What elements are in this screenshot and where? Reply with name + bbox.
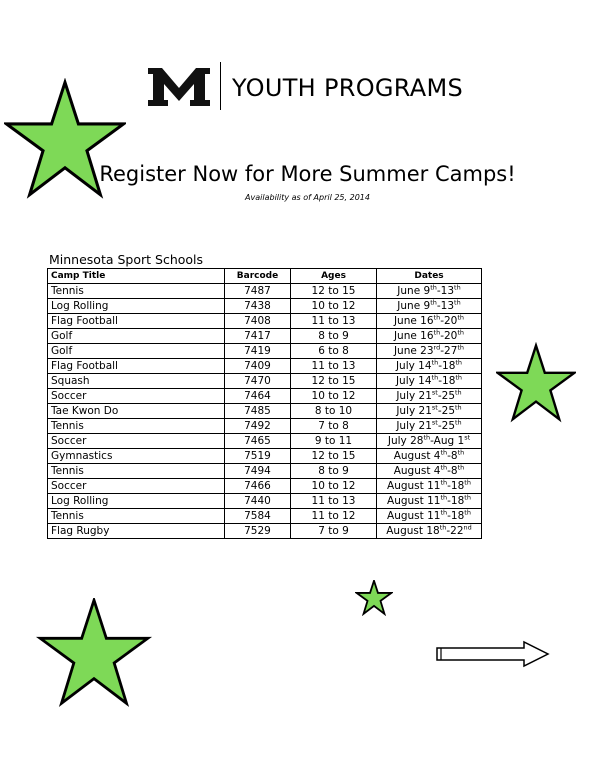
ages-cell: 11 to 12 xyxy=(291,509,377,524)
ages-cell: 10 to 12 xyxy=(291,389,377,404)
availability-note: Availability as of April 25, 2014 xyxy=(245,193,370,202)
barcode-cell: 7470 xyxy=(225,374,291,389)
ages-cell: 7 to 9 xyxy=(291,524,377,539)
table-row xyxy=(48,464,482,479)
camp-title-cell: Gymnastics xyxy=(48,449,225,464)
logo-divider xyxy=(220,62,221,110)
camp-title-cell: Tennis xyxy=(48,464,225,479)
star-icon xyxy=(496,342,576,426)
star-icon xyxy=(4,78,126,204)
table-row xyxy=(48,314,482,329)
barcode-cell: 7494 xyxy=(225,464,291,479)
column-header-dates: Dates xyxy=(377,269,482,284)
camp-title-cell: Soccer xyxy=(48,479,225,494)
table-row xyxy=(48,434,482,449)
ages-cell: 7 to 8 xyxy=(291,419,377,434)
dates-cell: July 14th-18th xyxy=(377,359,482,374)
camp-title-cell: Soccer xyxy=(48,389,225,404)
star-icon xyxy=(34,598,154,710)
barcode-cell: 7438 xyxy=(225,299,291,314)
barcode-cell: 7529 xyxy=(225,524,291,539)
table-row xyxy=(48,524,482,539)
star-icon xyxy=(355,580,393,616)
dates-cell: June 16th-20th xyxy=(377,329,482,344)
dates-cell: August 11th-18th xyxy=(377,509,482,524)
dates-cell: July 21st-25th xyxy=(377,419,482,434)
right-arrow-icon xyxy=(436,640,550,668)
barcode-cell: 7408 xyxy=(225,314,291,329)
ages-cell: 12 to 15 xyxy=(291,374,377,389)
camps-table xyxy=(47,268,482,539)
camp-title-cell: Golf xyxy=(48,344,225,359)
table-row xyxy=(48,389,482,404)
table-row xyxy=(48,449,482,464)
ages-cell: 8 to 9 xyxy=(291,464,377,479)
ages-cell: 8 to 10 xyxy=(291,404,377,419)
ages-cell: 11 to 13 xyxy=(291,359,377,374)
table-row xyxy=(48,419,482,434)
table-row xyxy=(48,509,482,524)
ages-cell: 12 to 15 xyxy=(291,284,377,299)
barcode-cell: 7465 xyxy=(225,434,291,449)
dates-cell: July 28th-Aug 1st xyxy=(377,434,482,449)
ages-cell: 9 to 11 xyxy=(291,434,377,449)
camp-title-cell: Flag Rugby xyxy=(48,524,225,539)
ages-cell: 8 to 9 xyxy=(291,329,377,344)
ages-cell: 10 to 12 xyxy=(291,479,377,494)
ages-cell: 6 to 8 xyxy=(291,344,377,359)
dates-cell: June 16th-20th xyxy=(377,314,482,329)
camp-title-cell: Golf xyxy=(48,329,225,344)
table-row xyxy=(48,359,482,374)
dates-cell: August 11th-18th xyxy=(377,494,482,509)
barcode-cell: 7464 xyxy=(225,389,291,404)
table-header-row xyxy=(48,269,482,284)
barcode-cell: 7485 xyxy=(225,404,291,419)
dates-cell: August 4th-8th xyxy=(377,449,482,464)
table-row xyxy=(48,284,482,299)
barcode-cell: 7440 xyxy=(225,494,291,509)
table-row xyxy=(48,494,482,509)
barcode-cell: 7409 xyxy=(225,359,291,374)
camp-title-cell: Flag Football xyxy=(48,314,225,329)
camp-title-cell: Flag Football xyxy=(48,359,225,374)
table-row xyxy=(48,329,482,344)
camp-title-cell: Tae Kwon Do xyxy=(48,404,225,419)
table-row xyxy=(48,299,482,314)
dates-cell: June 9th-13th xyxy=(377,299,482,314)
ages-cell: 11 to 13 xyxy=(291,314,377,329)
university-logo-m-icon xyxy=(148,68,210,106)
camp-title-cell: Tennis xyxy=(48,284,225,299)
camp-title-cell: Log Rolling xyxy=(48,299,225,314)
table-row xyxy=(48,374,482,389)
logo-text: YOUTH PROGRAMS xyxy=(232,74,464,102)
dates-cell: August 11th-18th xyxy=(377,479,482,494)
camp-title-cell: Soccer xyxy=(48,434,225,449)
dates-cell: July 21st-25th xyxy=(377,404,482,419)
page-title: Register Now for More Summer Camps! xyxy=(99,162,516,186)
table-row xyxy=(48,344,482,359)
camp-title-cell: Tennis xyxy=(48,419,225,434)
dates-cell: August 4th-8th xyxy=(377,464,482,479)
dates-cell: August 18th-22nd xyxy=(377,524,482,539)
table-row xyxy=(48,404,482,419)
barcode-cell: 7466 xyxy=(225,479,291,494)
barcode-cell: 7417 xyxy=(225,329,291,344)
barcode-cell: 7419 xyxy=(225,344,291,359)
camp-title-cell: Squash xyxy=(48,374,225,389)
barcode-cell: 7584 xyxy=(225,509,291,524)
dates-cell: July 14th-18th xyxy=(377,374,482,389)
camp-title-cell: Log Rolling xyxy=(48,494,225,509)
barcode-cell: 7519 xyxy=(225,449,291,464)
dates-cell: July 21st-25th xyxy=(377,389,482,404)
dates-cell: June 9th-13th xyxy=(377,284,482,299)
barcode-cell: 7487 xyxy=(225,284,291,299)
dates-cell: June 23rd-27th xyxy=(377,344,482,359)
ages-cell: 12 to 15 xyxy=(291,449,377,464)
column-header-barcode: Barcode xyxy=(225,269,291,284)
column-header-ages: Ages xyxy=(291,269,377,284)
section-title: Minnesota Sport Schools xyxy=(49,252,204,267)
camp-title-cell: Tennis xyxy=(48,509,225,524)
column-header-camp-title: Camp Title xyxy=(48,269,225,284)
ages-cell: 10 to 12 xyxy=(291,299,377,314)
table-row xyxy=(48,479,482,494)
barcode-cell: 7492 xyxy=(225,419,291,434)
ages-cell: 11 to 13 xyxy=(291,494,377,509)
